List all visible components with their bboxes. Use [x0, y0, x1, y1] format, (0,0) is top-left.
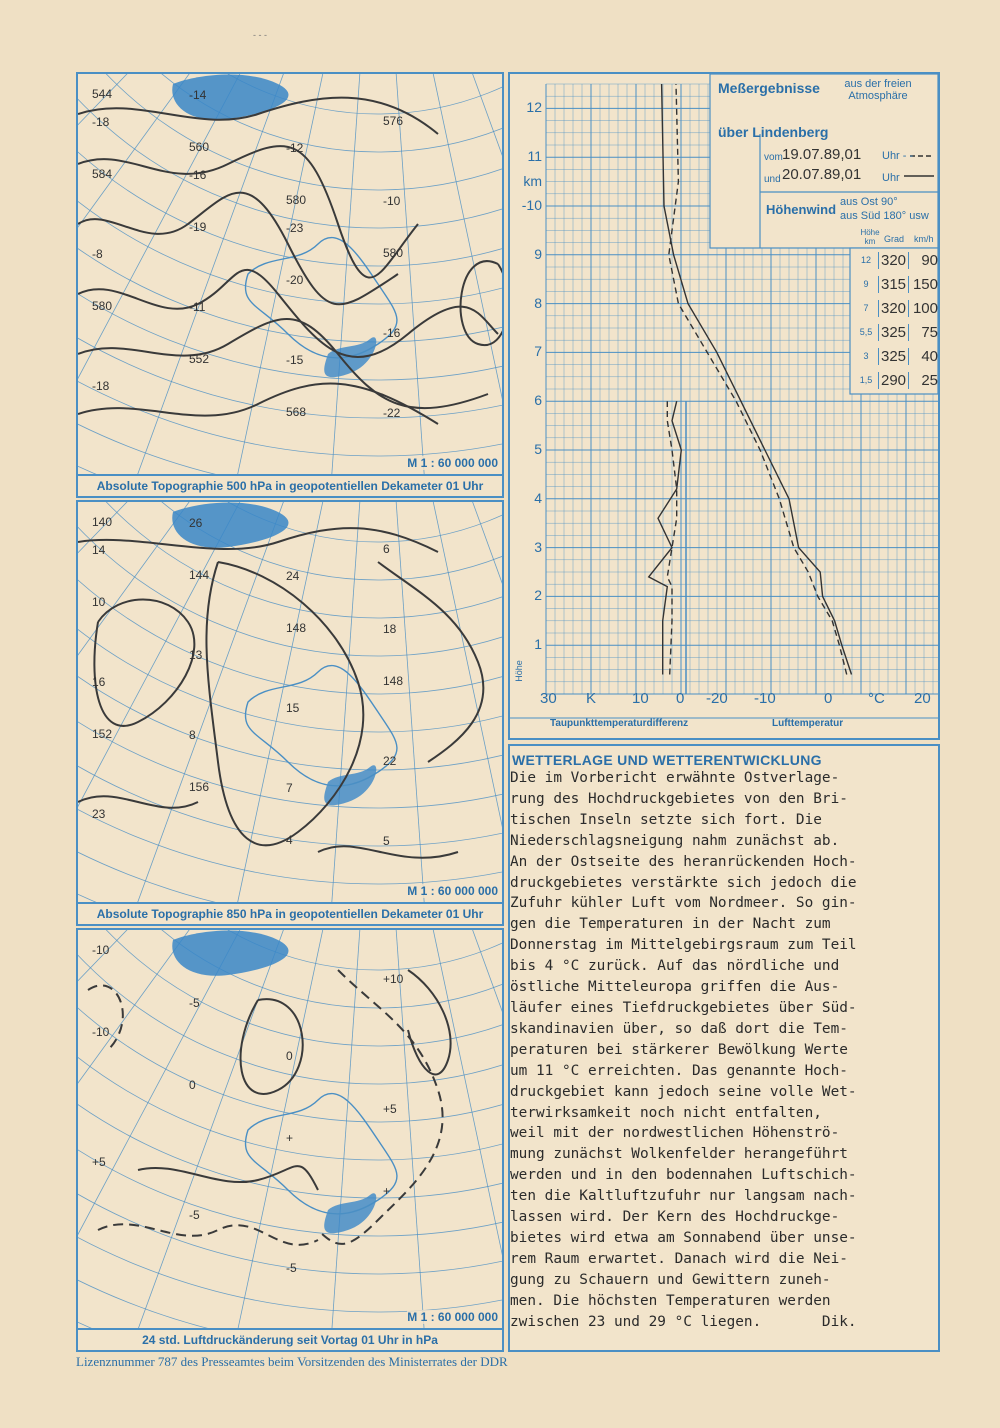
wind-direction: 325	[878, 348, 908, 365]
isoline-label: 544	[92, 87, 113, 101]
isoline-label: +10	[383, 972, 404, 986]
wind-direction: 325	[878, 324, 908, 341]
x-tick-label: 30	[540, 690, 557, 707]
report-line: lassen wird. Der Kern des Hochdruckge-	[510, 1209, 840, 1226]
wind-direction: 320	[878, 252, 908, 269]
isoline-label: -19	[189, 220, 207, 234]
x-tick-label: 0	[676, 690, 685, 707]
isoline-label: -16	[189, 168, 207, 182]
report-line: mung zunächst Wolkenfelder herangeführt	[510, 1146, 848, 1163]
y-tick-label: 11	[527, 148, 542, 165]
wind-row	[854, 248, 942, 272]
parallel-line	[78, 74, 504, 456]
report-line: peraturen bei stärkerer Bewölkung Werte	[510, 1041, 848, 1058]
report-line: um 11 °C erreichten. Das genannte Hoch-	[510, 1062, 848, 1079]
wind-direction: 320	[878, 300, 908, 317]
map-850hpa	[76, 500, 504, 926]
x-tick-label: K	[586, 690, 597, 707]
y-tick-label: 3	[534, 538, 542, 555]
wind-speed: 150	[908, 276, 942, 293]
y-tick-label: 5	[534, 441, 542, 457]
wind-head-speed: km/h	[914, 234, 934, 244]
meridian-line	[378, 502, 504, 889]
report-line: weil mit der nordwestlichen Höhenströ-	[510, 1125, 840, 1142]
parallel-line	[78, 502, 504, 694]
greenland-shape	[172, 931, 288, 976]
wind-height: 12	[860, 255, 871, 265]
wind-height: 5,5	[859, 327, 873, 337]
isoline-label: 24	[286, 569, 300, 583]
report-line: druckgebiet kann jedoch seine volle Wet-	[510, 1083, 857, 1100]
map-scale: M 1 : 60 000 000	[407, 1310, 498, 1324]
report-line: werden und in den bodennahen Luftschich-	[510, 1167, 857, 1184]
wind-speed: 25	[908, 372, 942, 389]
isoline-label: 18	[383, 622, 397, 636]
report-line: rem Raum erwartet. Danach wird die Nei-	[510, 1250, 848, 1267]
x-tick-label: -10	[754, 690, 776, 707]
temperature-caption: Lufttemperatur	[772, 718, 844, 729]
x-tick-label: 10	[632, 690, 649, 707]
y-tick-label: 7	[534, 343, 542, 360]
map-500hpa-drawing	[78, 74, 504, 478]
report-title: WETTERLAGE UND WETTERENTWICKLUNG	[512, 752, 822, 768]
isoline-label: 580	[92, 299, 113, 313]
isoline-label: 552	[189, 352, 210, 366]
weather-report	[508, 744, 940, 1352]
y-unit-label: km	[523, 172, 542, 189]
isoline-label: 148	[383, 674, 404, 688]
parallel-line	[78, 930, 504, 1160]
report-line: An der Ostseite des heranrückenden Hoch-	[510, 853, 857, 870]
report-line: rung des Hochdruckgebietes von den Bri-	[510, 790, 848, 807]
isoline-label: 144	[189, 568, 210, 582]
isoline-label: -22	[383, 406, 401, 420]
isoline	[78, 319, 488, 408]
meridian-line	[378, 502, 504, 692]
map-scale: M 1 : 60 000 000	[407, 456, 498, 470]
dewpoint-series-line	[649, 401, 682, 674]
isoline-label: 584	[92, 167, 113, 181]
sounding-subtitle: aus der freien Atmosphäre	[844, 78, 912, 102]
isoline-label: 16	[92, 675, 106, 689]
wind-row	[854, 344, 942, 368]
isoline-label: 156	[189, 780, 210, 794]
print-mark: - - -	[253, 30, 267, 40]
y-tick-label: 12	[526, 99, 542, 116]
report-line: Zufuhr kühler Luft vom Nordmeer. So gin-	[510, 895, 857, 912]
isoline-label: 6	[383, 542, 390, 556]
isoline-label: -16	[383, 326, 401, 340]
report-line: Donnerstag im Mittelgebirgsraum zum Teil	[510, 937, 857, 954]
isoline-label: -5	[286, 1261, 297, 1275]
isoline	[98, 1224, 318, 1245]
isoline-label: -10	[92, 943, 110, 957]
isoline	[408, 970, 451, 1074]
isoline-label: 560	[189, 140, 210, 154]
report-line: ten die Kaltluftzufuhr nur langsam nach-	[510, 1188, 857, 1205]
wind-row	[854, 320, 942, 344]
wind-title: Höhenwind	[766, 202, 837, 217]
report-line: läufer eines Tiefdruckgebietes über Süd-	[510, 999, 857, 1016]
parallel-line	[78, 930, 504, 1122]
isoline-label: 26	[189, 516, 203, 530]
isoline-label: 10	[92, 595, 106, 609]
isoline-label: -10	[383, 194, 401, 208]
isoline	[94, 600, 194, 726]
isoline-label: -5	[189, 996, 200, 1010]
map-pressure-change	[76, 928, 504, 1352]
wind-height: 3	[863, 351, 869, 361]
isoline-label: +5	[92, 1155, 106, 1169]
parallel-line	[78, 930, 504, 1274]
report-line: gen die Temperaturen in der Nacht zum	[510, 916, 831, 933]
parallel-line	[78, 502, 504, 618]
wind-head-height: Höhe km	[860, 228, 880, 246]
isoline-label: 0	[286, 1049, 293, 1063]
meridian-line	[78, 930, 378, 1332]
parallel-line	[78, 930, 504, 1046]
map-caption: 24 std. Luftdruckänderung seit Vortag 01 Uhr in hPa	[78, 1328, 502, 1350]
isoline-label: 7	[286, 781, 293, 795]
meridian-line	[78, 930, 378, 1332]
wind-speed: 90	[908, 252, 942, 269]
wind-row	[854, 272, 942, 296]
report-line: bis 4 °C zurück. Auf das nördliche und	[510, 958, 840, 975]
parallel-line	[78, 930, 504, 1236]
isoline-label: 576	[383, 114, 404, 128]
isoline-label: -8	[92, 247, 103, 261]
isoline-label: +5	[383, 1102, 397, 1116]
isoline-label: -11	[189, 300, 206, 314]
parallel-line	[78, 74, 504, 342]
date-prefix-2: und	[764, 174, 781, 185]
y-axis-label: Höhe	[513, 660, 524, 682]
wind-row	[854, 368, 942, 392]
isoline-label: -18	[92, 115, 110, 129]
x-tick-label: 0	[824, 690, 833, 707]
report-line: tischen Inseln setzte sich fort. Die	[510, 811, 822, 828]
parallel-line	[78, 74, 504, 190]
wind-direction: 315	[878, 276, 908, 293]
isoline-label: 15	[286, 701, 300, 715]
y-tick-label: -10	[521, 197, 542, 213]
meridian-line	[78, 930, 378, 1332]
wind-head-degree: Grad	[884, 234, 905, 244]
parallel-line	[78, 502, 504, 884]
isoline-label: 22	[383, 754, 397, 768]
wind-note-2: aus Süd 180° usw	[840, 210, 929, 222]
isoline-label: +	[286, 1131, 294, 1145]
license-footer: Lizenznummer 787 des Presseamtes beim Vorsitzenden des Ministerrates der DDR	[76, 1354, 508, 1369]
parallel-line	[78, 930, 504, 1198]
date-1: 19.07.89,01	[782, 146, 862, 163]
report-line: terwirksamkeit noch nicht entfalten,	[510, 1104, 822, 1121]
report-line: bietes wird etwa am Sonnabend über unse-	[510, 1229, 857, 1246]
report-line: Niederschlagsneigung nahm zunächst ab.	[510, 832, 840, 849]
x-tick-label: °C	[868, 690, 885, 707]
isoline-label: +	[383, 1184, 391, 1198]
map-500hpa	[76, 72, 504, 498]
isoline-label: 23	[92, 807, 106, 821]
date-2: 20.07.89,01	[782, 166, 862, 183]
parallel-line	[78, 930, 504, 1008]
x-tick-label: -20	[706, 690, 728, 707]
map-caption: Absolute Topographie 500 hPa in geopotentiellen Dekameter 01 Uhr	[78, 474, 502, 496]
report-line: östliche Mitteleuropa griffen die Aus-	[510, 979, 840, 996]
report-line: zwischen 23 und 29 °C liegen. Dik.	[510, 1313, 857, 1330]
isoline-label: -23	[286, 221, 304, 235]
report-line: druckgebietes verstärkte sich jedoch die	[510, 874, 857, 891]
isoline-label: 8	[189, 728, 196, 742]
parallel-line	[78, 74, 504, 304]
isoline-label: -14	[189, 88, 207, 102]
parallel-line	[78, 502, 504, 732]
wind-row	[854, 296, 942, 320]
isoline-label: 152	[92, 727, 113, 741]
isoline-label: 4	[286, 833, 293, 847]
parallel-line	[78, 74, 504, 266]
wind-direction: 290	[878, 372, 908, 389]
wind-table	[854, 248, 942, 392]
isoline	[138, 1166, 318, 1190]
isoline-label: 580	[383, 246, 404, 260]
parallel-line	[78, 930, 504, 1312]
sounding-title: Meßergebnisse	[718, 80, 820, 96]
y-tick-label: 4	[534, 489, 542, 506]
x-tick-label: 20	[914, 690, 931, 707]
wind-height: 1,5	[859, 375, 873, 385]
wind-speed: 40	[908, 348, 942, 365]
isoline-label: -20	[286, 273, 304, 287]
isoline-label: 140	[92, 515, 113, 529]
y-tick-label: 2	[534, 587, 542, 604]
y-tick-label: 9	[534, 245, 542, 262]
report-line: gung zu Schauern und Gewittern zuneh-	[510, 1271, 831, 1288]
map-scale: M 1 : 60 000 000	[407, 884, 498, 898]
map-850hpa-drawing	[78, 502, 504, 906]
report-body	[510, 768, 938, 1332]
meridian-line	[378, 74, 504, 264]
meridian-line	[191, 930, 378, 1332]
isoline-label: 14	[92, 543, 106, 557]
map-caption: Absolute Topographie 850 hPa in geopotentiellen Dekameter 01 Uhr	[78, 902, 502, 924]
isoline	[78, 146, 418, 277]
isoline	[241, 999, 303, 1094]
parallel-line	[78, 502, 504, 808]
isoline-label: -18	[92, 379, 110, 393]
wind-speed: 75	[908, 324, 942, 341]
y-tick-label: 6	[534, 392, 542, 409]
y-tick-label: 8	[534, 294, 542, 311]
isoline-label: -10	[92, 1025, 110, 1039]
date-suffix-1: Uhr - -	[882, 150, 914, 162]
isoline-label: -12	[286, 141, 304, 155]
sounding-diagram	[508, 72, 940, 740]
isoline	[88, 985, 123, 1050]
wind-speed: 100	[908, 300, 942, 317]
isoline-label: 580	[286, 193, 307, 207]
isoline-label: -15	[286, 353, 304, 367]
isoline-label: 568	[286, 405, 307, 419]
wind-note-1: aus Ost 90°	[840, 196, 898, 208]
report-line: men. Die höchsten Temperaturen werden	[510, 1292, 831, 1309]
wind-height: 7	[863, 303, 869, 313]
isoline-label: 0	[189, 1078, 196, 1092]
date-suffix-2: Uhr	[882, 172, 900, 184]
meridian-line	[378, 930, 504, 1317]
report-line: Die im Vorbericht erwähnte Ostverlage-	[510, 770, 840, 786]
isoline-label: 13	[189, 648, 203, 662]
isoline-label: 5	[383, 834, 390, 848]
isoline	[318, 970, 443, 1244]
date-prefix-1: vom	[764, 152, 783, 163]
isoline-label: 148	[286, 621, 307, 635]
isoline-label: -5	[189, 1208, 200, 1222]
sounding-chart	[510, 74, 938, 738]
sounding-station: über Lindenberg	[718, 124, 829, 140]
map-pressure-change-drawing	[78, 930, 504, 1332]
wind-height: 9	[863, 279, 869, 289]
dewpoint-caption: Taupunkttemperaturdifferenz	[550, 718, 689, 729]
report-line: skandinavien über, so daß dort die Tem-	[510, 1020, 848, 1037]
y-tick-label: 1	[534, 636, 542, 653]
